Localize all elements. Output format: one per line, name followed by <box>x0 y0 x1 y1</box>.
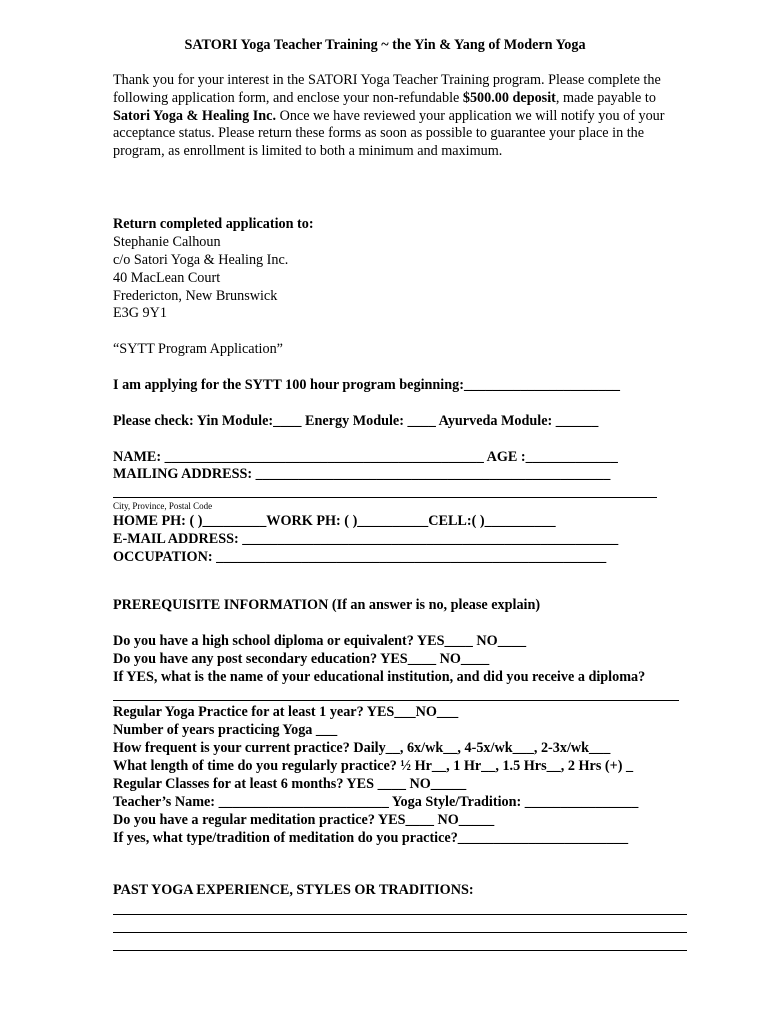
question-regular-classes[interactable]: Regular Classes for at least 6 months? YES ____ NO_____ <box>113 776 467 792</box>
address-line-company: c/o Satori Yoga & Healing Inc. <box>113 252 289 268</box>
past-experience-rule-1[interactable] <box>113 914 687 915</box>
question-yoga-practice[interactable]: Regular Yoga Practice for at least 1 year? YES___NO___ <box>113 704 459 720</box>
question-institution: If YES, what is the name of your educational institution, and did you receive a diploma? <box>113 669 646 685</box>
intro-text-1: Thank you for your interest in the SATORI Yoga Teacher Training program. Please complete the following application form, and enclose your non-refundable <box>113 72 661 106</box>
applying-line[interactable]: I am applying for the SYTT 100 hour program beginning:______________________ <box>113 377 621 393</box>
question-years-practicing[interactable]: Number of years practicing Yoga ___ <box>113 722 338 738</box>
past-experience-rule-2[interactable] <box>113 932 687 933</box>
intro-text-3: Once we have reviewed your application we will notify you of your acceptance status. Please return these forms as soon as possible to guarantee your place in the program, as enrollment is limited to both a minimum and maximum. <box>113 107 665 160</box>
intro-text-2: , made payable to <box>555 89 656 106</box>
email-line[interactable]: E-MAIL ADDRESS: _____________________________________________________ <box>113 531 619 547</box>
past-experience-heading: PAST YOGA EXPERIENCE, STYLES OR TRADITIONS: <box>113 882 474 898</box>
module-check-line[interactable]: Please check: Yin Module:____ Energy Module: ____ Ayurveda Module: ______ <box>113 413 599 429</box>
phone-line[interactable]: HOME PH: ( )_________WORK PH: ( )__________CELL:( )__________ <box>113 513 556 529</box>
question-frequency[interactable]: How frequent is your current practice? Daily__, 6x/wk__, 4-5x/wk___, 2-3x/wk___ <box>113 740 611 756</box>
program-title: “SYTT Program Application” <box>113 341 283 357</box>
address-line-city: Fredericton, New Brunswick <box>113 288 278 304</box>
past-experience-rule-3[interactable] <box>113 950 687 951</box>
deposit-amount: $500.00 deposit <box>462 89 556 106</box>
mailing-address-line[interactable]: MAILING ADDRESS: __________________________________________________ <box>113 466 611 482</box>
occupation-line[interactable]: OCCUPATION: _______________________________________________________ <box>113 549 607 565</box>
return-heading: Return completed application to: <box>113 216 314 232</box>
name-age-line[interactable]: NAME: _____________________________________________ AGE :_____________ <box>113 449 618 465</box>
question-meditation-type[interactable]: If yes, what type/tradition of meditation do you practice?________________________ <box>113 830 629 846</box>
question-diploma[interactable]: Do you have a high school diploma or equivalent? YES____ NO____ <box>113 633 527 649</box>
intro-paragraph <box>113 72 693 161</box>
question-post-secondary[interactable]: Do you have any post secondary education? YES____ NO____ <box>113 651 490 667</box>
city-province-caption: City, Province, Postal Code <box>113 501 213 511</box>
institution-answer-rule[interactable] <box>113 700 679 701</box>
prerequisite-heading: PREREQUISITE INFORMATION (If an answer is no, please explain) <box>113 597 541 613</box>
question-meditation[interactable]: Do you have a regular meditation practice? YES____ NO_____ <box>113 812 495 828</box>
address-line-name: Stephanie Calhoun <box>113 234 221 250</box>
payee-name: Satori Yoga & Healing Inc. <box>113 107 277 124</box>
question-teacher-name[interactable]: Teacher’s Name: ________________________ Yoga Style/Tradition: ________________ <box>113 794 639 810</box>
address-line-street: 40 MacLean Court <box>113 270 221 286</box>
address-continuation-rule[interactable] <box>113 497 657 498</box>
address-line-postal: E3G 9Y1 <box>113 305 167 321</box>
document-title: SATORI Yoga Teacher Training ~ the Yin & Yang of Modern Yoga <box>184 37 586 53</box>
question-length[interactable]: What length of time do you regularly practice? ½ Hr__, 1 Hr__, 1.5 Hrs__, 2 Hrs (+) _ <box>113 758 634 774</box>
